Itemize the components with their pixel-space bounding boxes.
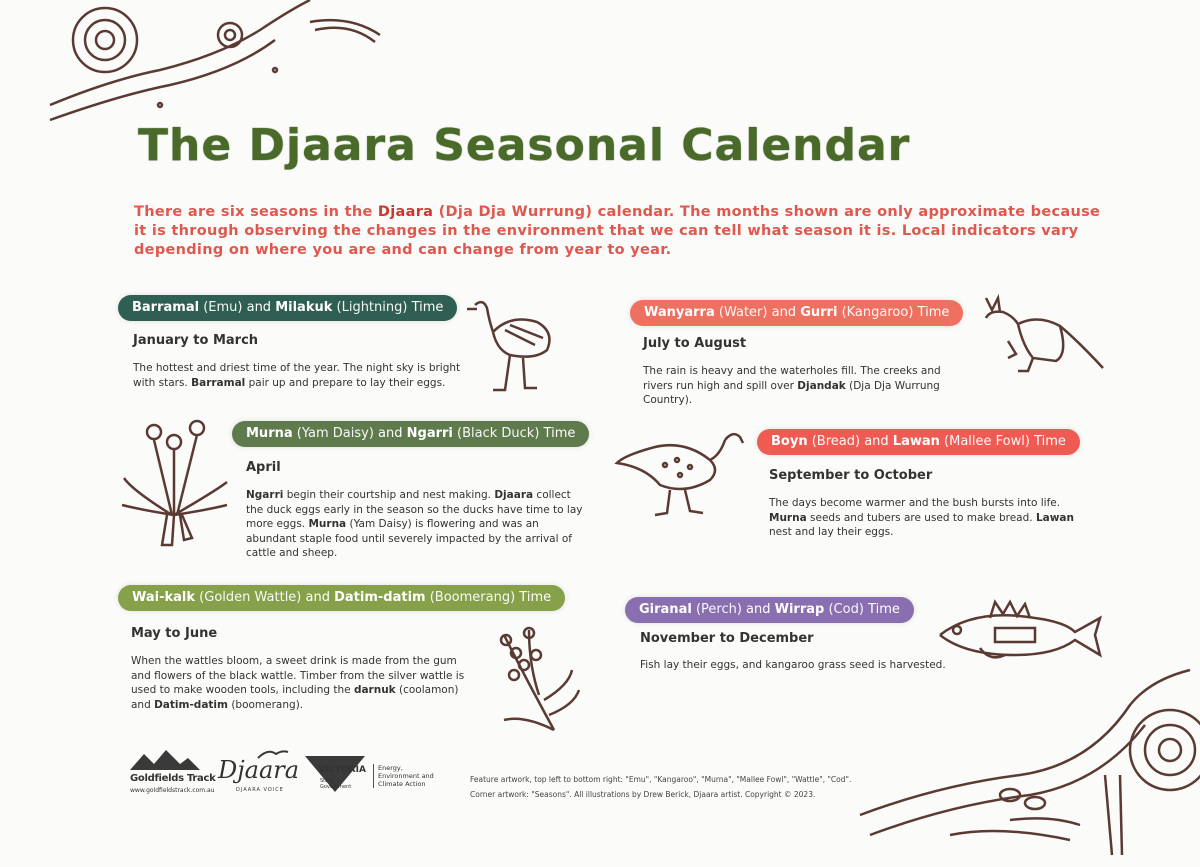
- season-name-1: Wanyarra: [644, 305, 715, 320]
- season-name-2: Ngarri: [406, 426, 453, 441]
- season-banner-murna: [232, 421, 589, 447]
- season-months-wai-kalk: May to June: [131, 626, 218, 641]
- season-and: and: [741, 602, 775, 617]
- desc-text: (Yam Daisy) is flowering and was an abundant staple food until severely impacted by the arrival of cattle and sheep.: [246, 518, 572, 559]
- season-trans-1: (Bread): [811, 434, 861, 449]
- season-time: Time: [407, 300, 444, 315]
- season-desc-boyn: [769, 496, 1099, 540]
- victoria-logo-sub: State Government: [320, 778, 352, 790]
- season-desc-wanyarra: [643, 364, 973, 408]
- season-banner-wanyarra: [630, 300, 963, 326]
- goldfields-track-name: Goldfields Track: [130, 773, 216, 784]
- season-and: and: [301, 590, 335, 605]
- season-desc-wai-kalk: [131, 654, 476, 712]
- djaara-logo: Djaara: [218, 756, 300, 784]
- intro-text: [134, 203, 1114, 260]
- season-name-2: Datim-datim: [334, 590, 426, 605]
- season-desc-barramal: [133, 361, 463, 390]
- season-banner-wai-kalk: [118, 585, 565, 611]
- desc-text: When the wattles bloom, a sweet drink is made from the gum and flowers of the black wattle. Timber from the silver wattle is used to make wooden tools, including the: [131, 655, 465, 696]
- desc-text: (boomerang).: [227, 698, 304, 711]
- season-months-giranal: November to December: [640, 631, 814, 646]
- desc-text: pair up and prepare to lay their eggs.: [245, 376, 446, 389]
- credits-line-1: Feature artwork, top left to bottom right: "Emu", "Kangaroo", "Murna", "Mallee Fowl", "Wattle", "Cod".: [470, 775, 852, 784]
- season-time: Time: [1029, 434, 1066, 449]
- desc-text: begin their courtship and nest making.: [283, 489, 495, 501]
- season-time: Time: [863, 602, 900, 617]
- season-name-1: Boyn: [771, 434, 808, 449]
- desc-bold: Djandak: [797, 379, 846, 392]
- desc-bold: Ngarri: [246, 489, 284, 501]
- bird-icon: [258, 748, 288, 764]
- season-time: Time: [539, 426, 576, 441]
- wattle-icon: [484, 625, 584, 735]
- season-name-2: Wirrap: [774, 602, 825, 617]
- page-title: The Djaara Seasonal Calendar: [138, 120, 911, 171]
- desc-bold: Datim-datim: [154, 698, 228, 711]
- season-trans-1: (Perch): [695, 602, 742, 617]
- corner-artwork-bottom-right: [850, 665, 1200, 865]
- season-banner-giranal: [625, 597, 914, 623]
- intro-part-1: There are six seasons in the: [134, 204, 378, 220]
- intro-djaara: Djaara: [377, 204, 434, 220]
- season-months-boyn: September to October: [769, 468, 933, 483]
- season-trans-2: (Kangaroo): [841, 305, 914, 320]
- desc-text: collect the duck eggs early in the season so the ducks have time to lay more eggs.: [246, 489, 583, 530]
- credits: [470, 772, 890, 802]
- yam-daisy-icon: [122, 420, 232, 550]
- season-trans-1: (Golden Wattle): [199, 590, 302, 605]
- season-months-murna: April: [246, 460, 281, 475]
- season-desc-giranal: [640, 658, 970, 673]
- season-time: Time: [913, 305, 950, 320]
- desc-text: The days become warmer and the bush bursts into life.: [769, 497, 1061, 509]
- season-trans-1: (Yam Daisy): [296, 426, 374, 441]
- desc-bold: Lawan: [1035, 511, 1074, 524]
- season-trans-2: (Cod): [828, 602, 864, 617]
- season-name-1: Murna: [246, 426, 293, 441]
- season-months-barramal: January to March: [133, 333, 259, 348]
- kangaroo-icon: [978, 296, 1108, 376]
- season-trans-2: (Black Duck): [457, 426, 540, 441]
- goldfields-track-logo: [130, 750, 200, 772]
- goldfields-track-url: www.goldfieldstrack.com.au: [130, 787, 215, 794]
- season-banner-barramal: [118, 295, 457, 321]
- season-trans-1: (Water): [718, 305, 768, 320]
- season-time: Time: [515, 590, 552, 605]
- desc-bold: Barramal: [191, 376, 246, 389]
- season-name-1: Giranal: [639, 602, 692, 617]
- desc-bold: Djaara: [494, 489, 534, 501]
- corner-artwork-top-left: [50, 10, 420, 130]
- season-trans-2: (Lightning): [336, 300, 408, 315]
- department-name: Energy, Environment and Climate Action: [373, 764, 438, 788]
- desc-text: nest and lay their eggs.: [769, 526, 894, 538]
- desc-bold: Murna: [308, 518, 347, 530]
- emu-icon: [465, 300, 555, 395]
- season-name-2: Lawan: [892, 434, 940, 449]
- djaara-logo-sub: DJAARA VOICE: [236, 787, 284, 793]
- desc-text: The hottest and driest time of the year. The night sky is bright with stars.: [133, 362, 461, 389]
- season-and: and: [767, 305, 801, 320]
- desc-text: (Dja Dja Wurrung Country).: [643, 379, 940, 406]
- cod-fish-icon: [935, 600, 1105, 670]
- desc-text: Fish lay their eggs, and kangaroo grass seed is harvested.: [640, 659, 946, 671]
- season-trans-1: (Emu): [203, 300, 243, 315]
- desc-bold: Murna: [769, 511, 807, 524]
- desc-bold: darnuk: [353, 684, 396, 696]
- season-and: and: [373, 426, 407, 441]
- season-and: and: [242, 300, 276, 315]
- credits-line-2: Corner artwork: "Seasons". All illustrations by Drew Berick, Djaara artist. Copyright © 2023.: [470, 790, 816, 799]
- season-name-2: Gurri: [800, 305, 838, 320]
- season-trans-2: (Mallee Fowl): [944, 434, 1030, 449]
- intro-part-2: (Dja Dja Wurrung) calendar. The months shown are only approximate because it is through observing the changes in the environment that we can tell what season it is. Local indicators vary depending on where you are and can change from year to year.: [134, 204, 1101, 258]
- season-banner-boyn: [757, 429, 1080, 455]
- season-name-1: Barramal: [132, 300, 200, 315]
- victoria-logo-text: VICTORIA: [318, 765, 366, 775]
- desc-text: The rain is heavy and the waterholes fill. The creeks and rivers run high and spill over: [643, 365, 941, 392]
- season-and: and: [860, 434, 893, 449]
- desc-text: seeds and tubers are used to make bread.: [806, 511, 1036, 524]
- mallee-fowl-icon: [615, 425, 745, 520]
- season-name-2: Milakuk: [275, 300, 333, 315]
- season-trans-2: (Boomerang): [429, 590, 516, 605]
- desc-text: (coolamon) and: [131, 684, 459, 711]
- season-desc-murna: [246, 488, 591, 561]
- season-months-wanyarra: July to August: [643, 336, 747, 351]
- season-name-1: Wai-kalk: [132, 590, 196, 605]
